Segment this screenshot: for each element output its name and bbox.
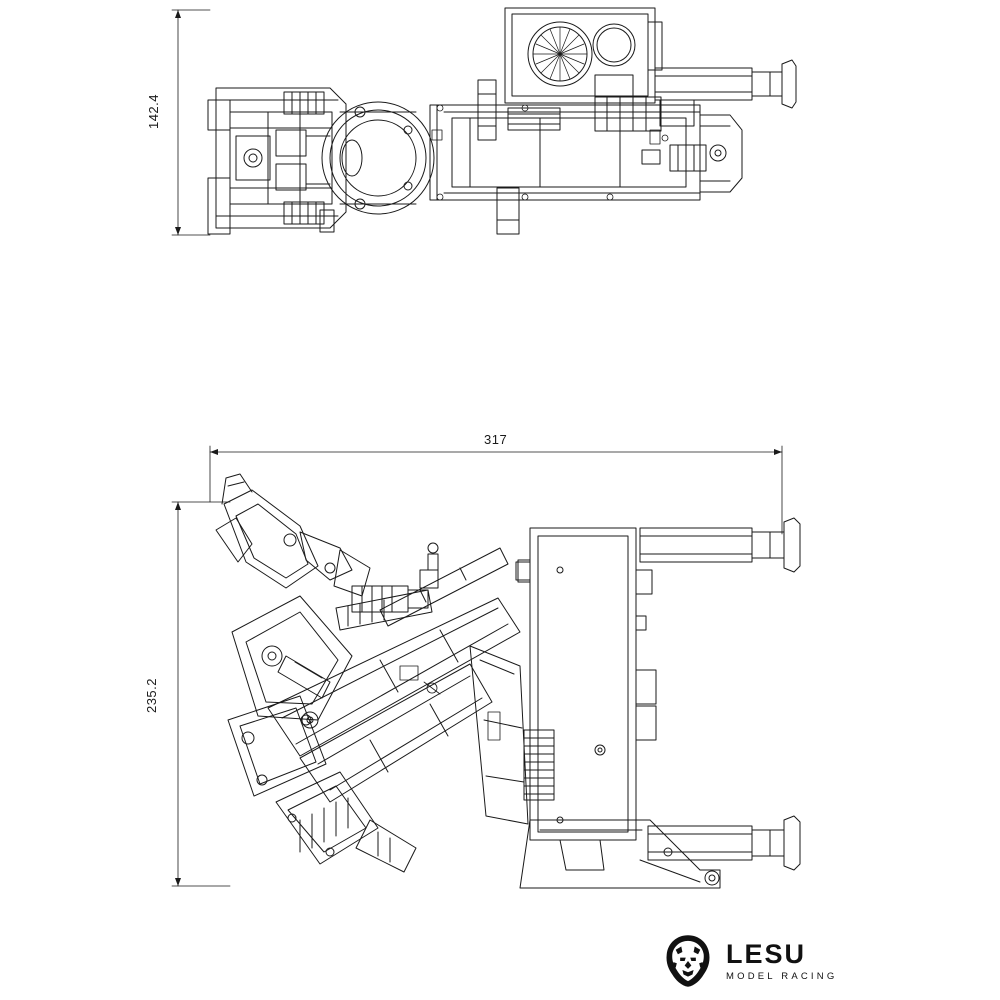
main-body-panel	[516, 528, 656, 840]
knuckle-arm	[232, 596, 352, 728]
brand-name: LESU	[726, 938, 807, 969]
brand-logo	[660, 930, 860, 992]
side-view-dimension-lines	[172, 446, 782, 886]
top-view-dimension-lines	[172, 10, 210, 235]
base-frame	[520, 820, 720, 888]
brand-wordmark	[726, 938, 838, 982]
top-view-height-dimension: 142.4	[146, 93, 162, 130]
outrigger-arm-upper-right	[640, 518, 800, 572]
pedestal-bracket	[228, 696, 326, 796]
lift-cylinders	[278, 548, 508, 698]
grab-assembly	[216, 474, 370, 596]
valve-bank	[595, 97, 706, 171]
slew-ring	[322, 102, 434, 214]
folded-boom	[208, 88, 346, 234]
grab-rotator	[284, 92, 334, 232]
equipment-box	[505, 8, 662, 103]
side-view-width-dimension: 317	[484, 432, 508, 447]
side-view-height-dimension: 235.2	[144, 677, 160, 714]
vent-louvres	[524, 730, 554, 800]
grab-head-lower	[276, 772, 416, 872]
fan-grille	[533, 27, 587, 81]
boom-base-link	[470, 646, 528, 824]
side-view-drawing	[0, 420, 1000, 920]
top-view-drawing	[0, 0, 1000, 430]
brand-tagline: MODEL RACING	[726, 970, 838, 982]
lion-head-icon	[660, 933, 716, 989]
main-boom	[268, 598, 520, 756]
outrigger-arm-lower-right	[648, 816, 800, 870]
outrigger-arm-right	[655, 60, 796, 108]
